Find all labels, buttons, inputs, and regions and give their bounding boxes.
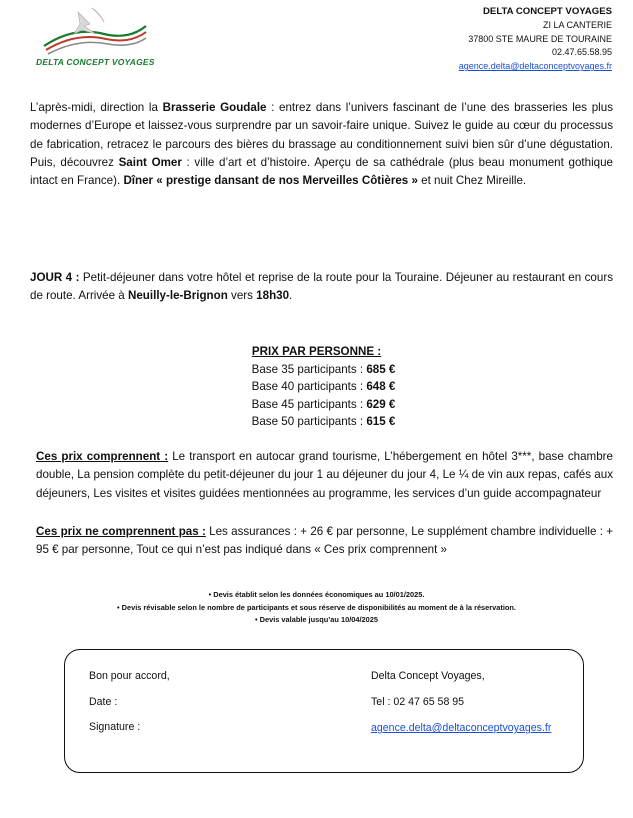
signature-label: Signature : bbox=[89, 721, 141, 733]
day4-paragraph bbox=[30, 269, 613, 306]
dinner-name: Dîner « prestige dansant de nos Merveilles Côtières » bbox=[123, 174, 418, 188]
note-item: • Devis valable jusqu’au 10/04/2025 bbox=[255, 615, 378, 625]
excluded-text: Les assurances : + 26 € par personne, Le supplément chambre individuelle : + 95 € par personne, Tout ce qui n’est pas indiqué dans « Ces prix comprennent » bbox=[36, 525, 613, 557]
agreement-label: Bon pour accord, bbox=[89, 670, 170, 682]
text-segment: vers bbox=[227, 289, 257, 303]
text-segment: L’après-midi, direction la bbox=[30, 101, 163, 114]
price-row bbox=[0, 396, 633, 414]
text-segment: et nuit Chez Mireille. bbox=[417, 174, 527, 188]
included-label: Ces prix comprennent : bbox=[36, 450, 169, 463]
logo-text: DELTA CONCEPT VOYAGES bbox=[36, 57, 155, 67]
text-segment: Petit-déjeuner dans votre hôtel et reprise de la route pour la Touraine. Déjeuner au restaurant en cours de route. Arrivée à bbox=[30, 271, 613, 303]
price-label: Base 35 participants : bbox=[251, 362, 367, 376]
included-paragraph bbox=[36, 448, 613, 503]
excluded-label: Ces prix ne comprennent pas : bbox=[36, 525, 206, 538]
signature-fields bbox=[89, 664, 170, 741]
price-value: 685 € bbox=[366, 362, 396, 376]
price-row bbox=[0, 413, 633, 431]
note-item: • Devis établit selon les données économiques au 10/01/2025. bbox=[208, 590, 425, 599]
day4-label: JOUR 4 : bbox=[30, 271, 80, 284]
price-value: 629 € bbox=[366, 397, 396, 411]
arrival-city: Neuilly-le-Brignon bbox=[127, 289, 228, 303]
excluded-paragraph bbox=[36, 523, 613, 560]
date-label: Date : bbox=[89, 695, 118, 708]
price-value: 648 € bbox=[366, 380, 396, 394]
price-list bbox=[0, 343, 633, 431]
city-name: Saint Omer bbox=[118, 155, 182, 169]
agency-email-link[interactable]: agence.delta@deltaconceptvoyages.fr bbox=[371, 722, 552, 734]
text-segment: . bbox=[289, 289, 293, 303]
note-item: • Devis révisable selon le nombre de participants et sous réserve de disponibilités au moment de à la réservation. bbox=[117, 602, 516, 612]
company-info bbox=[459, 5, 612, 74]
company-address-line2: 37800 STE MAURE DE TOURAINE bbox=[468, 33, 612, 44]
arrival-time: 18h30 bbox=[256, 289, 290, 303]
price-row bbox=[0, 361, 633, 379]
price-title: PRIX PAR PERSONNE : bbox=[251, 345, 382, 358]
company-name: DELTA CONCEPT VOYAGES bbox=[483, 6, 612, 17]
agency-name: Delta Concept Voyages, bbox=[371, 670, 485, 682]
quote-notes bbox=[0, 589, 633, 627]
price-row bbox=[0, 378, 633, 396]
company-phone: 02.47.65.58.95 bbox=[551, 47, 612, 58]
signature-box bbox=[64, 649, 584, 773]
afternoon-paragraph bbox=[30, 99, 613, 190]
price-value: 615 € bbox=[366, 415, 396, 429]
brasserie-name: Brasserie Goudale bbox=[162, 101, 267, 114]
price-label: Base 45 participants : bbox=[251, 397, 367, 411]
logo-swoosh-icon bbox=[34, 4, 154, 64]
company-address-line1: ZI LA CANTERIE bbox=[542, 19, 612, 30]
included-text: Le transport en autocar grand tourisme, L’hébergement en hôtel 3***, base chambre double, La pension complète du petit-déjeuner du jour 1 au déjeuner du jour 4, Le ¼ de vin aux repas, cafés aux déjeuners, Les visites et visites guidées mentionnées au programme, les services d’un guide accompagnateur bbox=[36, 450, 613, 500]
agency-contact bbox=[371, 664, 571, 735]
text-segment: : ville d’art et d’histoire. Aperçu de sa cathédrale (plus beau monument gothique intact en France). bbox=[30, 155, 613, 188]
text-segment: : entrez dans l’univers fascinant de l’une des brasseries les plus modernes d’Europe et laissez-vous surprendre par un savoir-faire unique. Suivez le guide au cœur du processus de fabrication, retracez le parcours des bières du brassage au conditionnement suivi bien sûr d’une dégustation. Puis, découvrez bbox=[30, 101, 613, 169]
price-label: Base 50 participants : bbox=[251, 415, 367, 429]
company-email-link[interactable]: agence.delta@deltaconceptvoyages.fr bbox=[458, 61, 612, 72]
price-label: Base 40 participants : bbox=[251, 380, 367, 394]
agency-phone: Tel : 02 47 65 58 95 bbox=[371, 695, 465, 708]
